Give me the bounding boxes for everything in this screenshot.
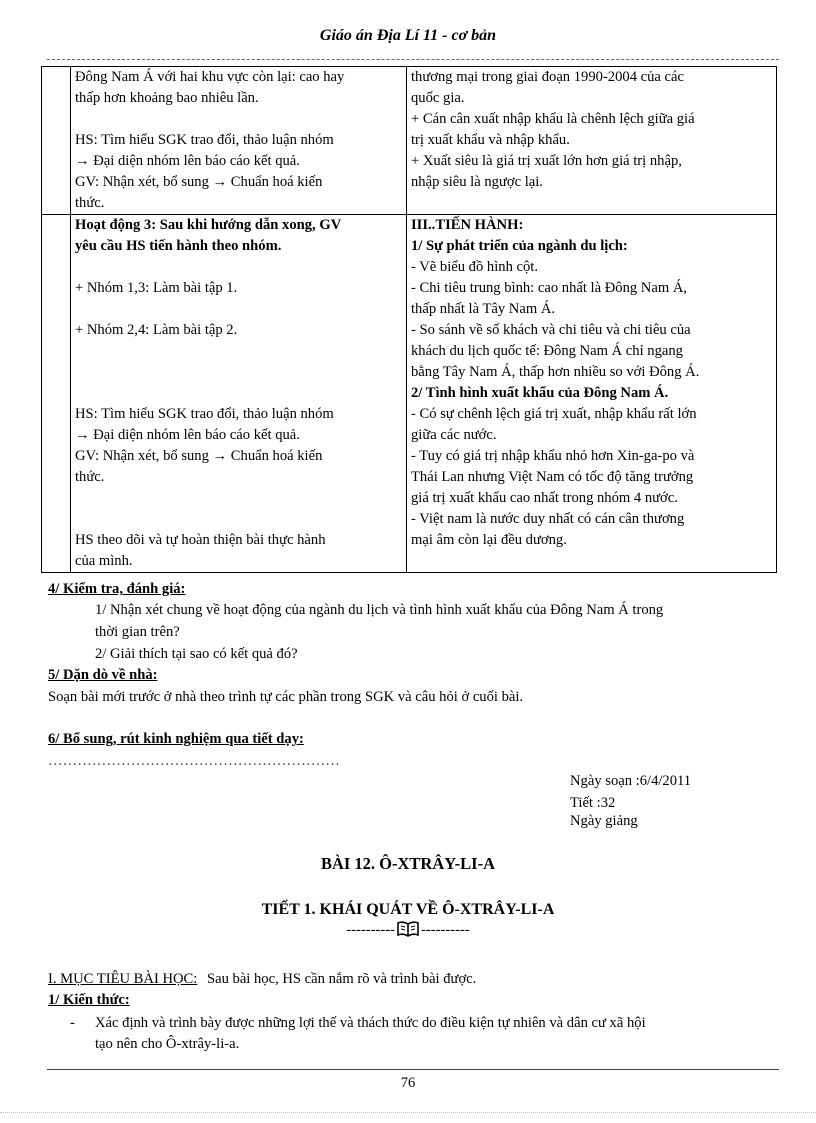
- assessment-heading: 4/ Kiểm tra, đánh giá:: [48, 581, 186, 597]
- footer-rule: [47, 1069, 779, 1070]
- content-line: bằng Tây Nam Á, thấp hơn nhiều so với Đông Á.: [411, 364, 700, 380]
- lesson-plan-table: [41, 66, 777, 573]
- blank-line: [75, 341, 402, 362]
- content-line: trị xuất khẩu và nhập khẩu.: [411, 132, 570, 148]
- divider-dashes-left: ----------: [346, 922, 395, 938]
- content-line: giữa các nước.: [411, 427, 497, 443]
- blank-line: [75, 257, 402, 278]
- blank-line: [75, 383, 402, 404]
- content-line: quốc gia.: [411, 90, 465, 106]
- content-line: khách du lịch quốc tế: Đông Nam Á chỉ ngang: [411, 343, 683, 359]
- activity-line: của mình.: [75, 553, 133, 569]
- period-number: Tiết :32: [570, 795, 616, 811]
- header-rule: [47, 59, 779, 60]
- content-line: - Việt nam là nước duy nhất có cán cân thương: [411, 511, 685, 527]
- table-row: [42, 67, 777, 215]
- content-line: nhập siêu là ngược lại.: [411, 174, 543, 190]
- section-heading: 2/ Tình hình xuất khẩu của Đông Nam Á.: [411, 385, 669, 401]
- content-line: thấp nhất là Tây Nam Á.: [411, 301, 556, 317]
- activity-line: → Đại diện nhóm lên báo cáo kết quả.: [75, 153, 300, 169]
- activity-line: GV: Nhận xét, bổ sung → Chuẩn hoá kiến: [75, 174, 323, 190]
- activity-line: thức.: [75, 469, 105, 485]
- objectives-heading: I. MỤC TIÊU BÀI HỌC:: [48, 971, 198, 987]
- knowledge-heading: 1/ Kiến thức:: [48, 992, 130, 1008]
- content-cell: [407, 215, 777, 573]
- activity-cell: [71, 215, 407, 573]
- activity-line: thức.: [75, 195, 105, 211]
- prep-date: Ngày soạn :6/4/2011: [570, 773, 692, 789]
- content-line: + Cán cân xuất nhập khẩu là chênh lệch giữa giá: [411, 111, 695, 127]
- activity-heading: yêu cầu HS tiến hành theo nhóm.: [75, 238, 282, 254]
- content-line: thương mại trong giai đoạn 1990-2004 của các: [411, 69, 684, 85]
- activity-line: thấp hơn khoảng bao nhiêu lần.: [75, 90, 259, 106]
- content-line: giá trị xuất khẩu cao nhất trong nhóm 4 nước.: [411, 490, 678, 506]
- blank-column-cell: [42, 67, 71, 215]
- page-header-title: Giáo án Địa Lí 11 - cơ bản: [319, 27, 497, 44]
- content-line: - Vẽ biểu đồ hình cột.: [411, 259, 538, 275]
- blank-line: [75, 109, 402, 130]
- activity-line: + Nhóm 2,4: Làm bài tập 2.: [75, 322, 238, 338]
- content-line: - Tuy có giá trị nhập khẩu nhỏ hơn Xin-ga-po và: [411, 448, 695, 464]
- divider-dashes-right: ----------: [421, 922, 470, 938]
- content-line: - So sánh về số khách và chi tiêu và chi tiêu của: [411, 322, 691, 338]
- activity-line: HS: Tìm hiểu SGK trao đổi, thảo luận nhóm: [75, 132, 334, 148]
- blank-column-cell: [42, 215, 71, 573]
- activity-line: Đông Nam Á với hai khu vực còn lại: cao hay: [75, 69, 345, 85]
- book-icon: [397, 921, 419, 944]
- section-heading: 1/ Sự phát triển của ngành du lịch:: [411, 238, 628, 254]
- content-line: - Có sự chênh lệch giá trị xuất, nhập khẩu rất lớn: [411, 406, 697, 422]
- supplement-dots: ……………………………………………………: [48, 753, 340, 769]
- table-row: [42, 215, 777, 573]
- content-line: - Chi tiêu trung bình: cao nhất là Đông Nam Á,: [411, 280, 688, 296]
- activity-line: → Đại diện nhóm lên báo cáo kết quả.: [75, 427, 300, 443]
- footer-dotted-rule: [0, 1112, 816, 1113]
- teaching-date: Ngày giảng: [570, 813, 638, 829]
- supplement-heading: 6/ Bổ sung, rút kinh nghiệm qua tiết dạy:: [48, 731, 304, 747]
- content-line: Thái Lan nhưng Việt Nam có tốc độ tăng trưởng: [411, 469, 694, 485]
- blank-line: [75, 509, 402, 530]
- activity-line: HS: Tìm hiểu SGK trao đổi, thảo luận nhóm: [75, 406, 334, 422]
- objective-item: Xác định và trình bày được những lợi thế và thách thức do điều kiện tự nhiên và dân cư xã hội: [95, 1015, 646, 1031]
- blank-line: [75, 488, 402, 509]
- content-line: mại âm còn lại đều dương.: [411, 532, 567, 548]
- content-cell: [407, 67, 777, 215]
- assessment-question-1-cont: thời gian trên?: [95, 624, 180, 640]
- assessment-question-1: 1/ Nhận xét chung về hoạt động của ngành du lịch và tình hình xuất khẩu của Đông Nam Á trong: [95, 602, 664, 618]
- homework-text: Soạn bài mới trước ở nhà theo trình tự các phần trong SGK và câu hỏi ở cuối bài.: [48, 689, 524, 705]
- activity-line: + Nhóm 1,3: Làm bài tập 1.: [75, 280, 238, 296]
- homework-heading: 5/ Dặn dò về nhà:: [48, 667, 158, 683]
- page-number: 76: [400, 1075, 416, 1091]
- section-heading: III..TIẾN HÀNH:: [411, 217, 524, 233]
- activity-line: HS theo dõi và tự hoàn thiện bài thực hành: [75, 532, 326, 548]
- activity-heading: Hoạt động 3: Sau khi hướng dẫn xong, GV: [75, 217, 342, 233]
- content-line: + Xuất siêu là giá trị xuất lớn hơn giá trị nhập,: [411, 153, 682, 169]
- objectives-intro: Sau bài học, HS cần nắm rõ và trình bài được.: [206, 971, 477, 987]
- objective-bullet: -: [70, 1015, 75, 1031]
- blank-line: [75, 299, 402, 320]
- activity-line: GV: Nhận xét, bổ sung → Chuẩn hoá kiến: [75, 448, 323, 464]
- objectives-line: [48, 969, 476, 990]
- title-divider: [0, 920, 816, 944]
- blank-line: [75, 362, 402, 383]
- assessment-question-2: 2/ Giải thích tại sao có kết quả đó?: [95, 646, 298, 662]
- lesson-title: BÀI 12. Ô-XTRÂY-LI-A: [320, 854, 496, 873]
- activity-cell: [71, 67, 407, 215]
- objective-item-cont: tạo nên cho Ô-xtrây-li-a.: [95, 1036, 240, 1052]
- lesson-subtitle: TIẾT 1. KHÁI QUÁT VỀ Ô-XTRÂY-LI-A: [261, 901, 555, 918]
